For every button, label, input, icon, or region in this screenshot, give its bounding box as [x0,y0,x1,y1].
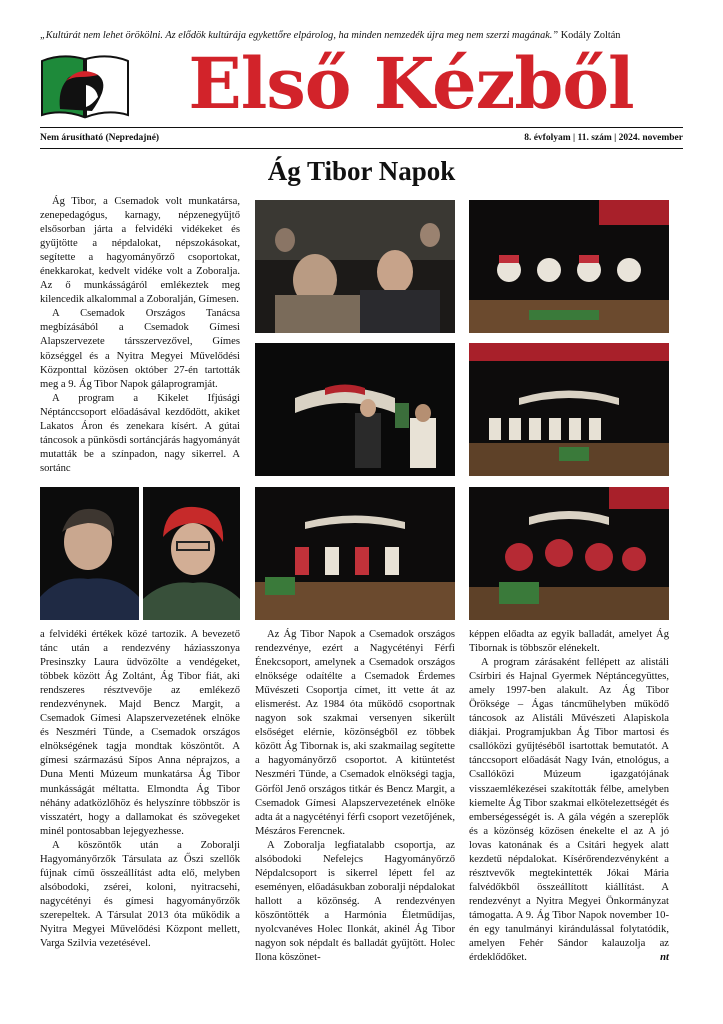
article-column-1-bottom [40,628,240,951]
paragraph: A köszöntők után a Zoboralji Hagyományőrzők Társulata az Őszi szellők fújnak című összeállítást adta elő, melyben alsóbodoki, zsérei, koloni, nyitracsehi, nagycétényi és gímesi hagyományőrzők szerepeltek. A Társulat 2013 óta működik a Nyitra Megyei Művelődési Központ mellett, Varga Szilvia vezetésével. [40,839,240,950]
paragraph: A Csemadok Országos Tanácsa megbízásából a Csemadok Gímesi Alapszervezete társszervezővel, Gímes községgel és a Nyitra Megyei Művelődési Központtal közösen október 27-én tartották meg a 9. Ág Tibor Napok gálaprogramját. [40,308,240,390]
photo-singers-stage [469,343,669,476]
paragraph [469,656,669,965]
newspaper-logo-icon [40,51,130,121]
issue-info-bar [40,127,683,149]
quote-text: „Kultúrát nem lehet örökölni. Az elődök kultúrája egykettőre elpárolog, ha minden nemzedék újra meg nem szerzi magának.” [40,30,559,41]
article-headline: Ág Tibor Napok [267,156,456,186]
photo-children-dancers [469,487,669,620]
quote-author: Kodály Zoltán [560,30,621,41]
price-note: Nem árusítható (Nepredajné) [40,133,160,143]
photo-audience [255,200,455,333]
newspaper-title: Első Kézből [188,42,634,125]
paragraph: képpen előadta az egyik balladát, amelyet Ág Tibornak is többször elénekelt. [469,629,669,655]
article-column-2 [255,628,455,965]
photo-dancers-stage [469,200,669,333]
paragraph-text: A program zárásaként fellépett az alistáli Csírbiri és Hajnal Gyermek Néptáncegyüttes, amely 1997-ben alakult. Az Ág Tibor Öröksége – Ágas táncműhelyben működő táncosok az Alistáli Művészeti Alapiskola diákjai. Programjukban Ág Tibor martosi és csallóközi gyűjtéséből isartottak bemutatót. A tánccsoport előadását Nagy Iván, etnológus, a Csallóközi Múzeum igazgatójának visszaemlékezései szakították félbe, amelyben kiemelte Ág Tibor szakmai elkötelezettségét és emberségességét is. A gála végén a szereplők és a közönség közösen énekelte el az A jó lovas katonának és a Csitári hegyek alatt kezdetű népdalokat. Kísérőrendezvényként a résztvevők megtekintették Jókai Mária falvédőkből összeállított kiállítást. A rendezvényt a Nyitra Megyei Önkormányzat támogatta. A 9. Ág Tibor Napok november 10-én egy tanulmányi kirándulással folytatódik, amelyen Fehér Sándor kalauzolja az érdeklődőket. [469,657,669,964]
paragraph: a felvidéki értékek közé tartozik. A bevezető tánc után a rendezvény háziasszonya Presinszky Laura üdvözölte a vendégeket, többek között Ág Zoltánt, Ág Tibor fiát, aki rendszeres résztvevője az emlékező rendezvénynek. Majd Bencz Margit, a Csemadok Gímesi Alapszervezetének elnöke és Neszméri Tünde, a Csemadok országos elnökségének tagja mondtak köszöntőt. A gímesi származású Sípos Anna néprajzos, a Duna Menti Múzeum munkatársa Ág Tibor munkásságát méltatta. Elmondta Ág Tibor néhány adatközlőhöz és helyszínre többször is visszatért, hogy a dallamokat és szövegeket minél pontosabban lejegyezhesse. [40,629,240,837]
paragraph: Ág Tibor, a Csemadok volt munkatársa, zenepedagógus, karnagy, népzenegyűjtő elsősorban járta a felvidéki vidékeket és gyűjtötte a népdalokat, népszokásokat, segítette a hagyományőrző csoportokat, énekkarokat, kedvelt vidéke volt a Zoboralja. Az ő munkásságáról emlékeztek meg kilencedik alkalommal a Zoboralján, Gímesen. [40,196,240,306]
paragraph: Az Ág Tibor Napok a Csemadok országos rendezvénye, ezért a Nagycétényi Férfi Énekcsoport, amelynek a Csemadok országos elnöksége odaítélte a Csemadok Érdemes Művészeti Csoportja címet, itt vette át az elismerést. Az 1984 óta működő csoportnak nagyon sok szakmai versenyen sikerült elsőséget elérnie, közönségből ez többek között Ág Tibornak is, aki szakmailag segítette a hagyományőrző csoportot. A kitüntetést Neszméri Tünde, a Csemadok elnökségi tagja, Görföl Jenő országos titkár és Bencz Margit, a Csemadok Gímesi Alapszervezetének elnöke adta át a nagycétényi férfi csoport vezetőjének, Mészáros Ferencnek. [255,629,455,837]
photo-portrait-woman [143,487,240,620]
photo-choir-stage [255,487,455,620]
author-signature: nt [660,952,669,964]
paragraph: A program a Kikelet Ifjúsági Néptánccsoport előadásával kezdődött, akiket Lakatos Áron és zenekara kísért. A gútai táncosok a pünkösdi sortáncjárás hagyományát mutatták be a színpadon, nagy sikerrel. A sortánc [40,392,240,474]
photo-portrait-man [40,487,139,620]
article-column-3 [469,628,669,965]
header-quote [40,30,683,41]
issue-number: 8. évfolyam | 11. szám | 2024. november [524,133,683,143]
paragraph: A Zoboralja legfiatalabb csoportja, az alsóbodoki Nefelejcs Hagyományőrző Népdalcsoport is sikerrel lépett fel az eseményen, előadásukban zoboralji népdalokat hallott a közönség. A rendezvényen köszöntötték a Harmónia Életműdíjas, nyolcvanéves Holec Ilonkát, akinél Ág Tibor nagyon sok népdalt és balladát gyűjtött. Holec Ilona köszönet- [255,839,455,964]
article-column-1-top [40,195,240,476]
photo-award-ceremony [255,343,455,476]
